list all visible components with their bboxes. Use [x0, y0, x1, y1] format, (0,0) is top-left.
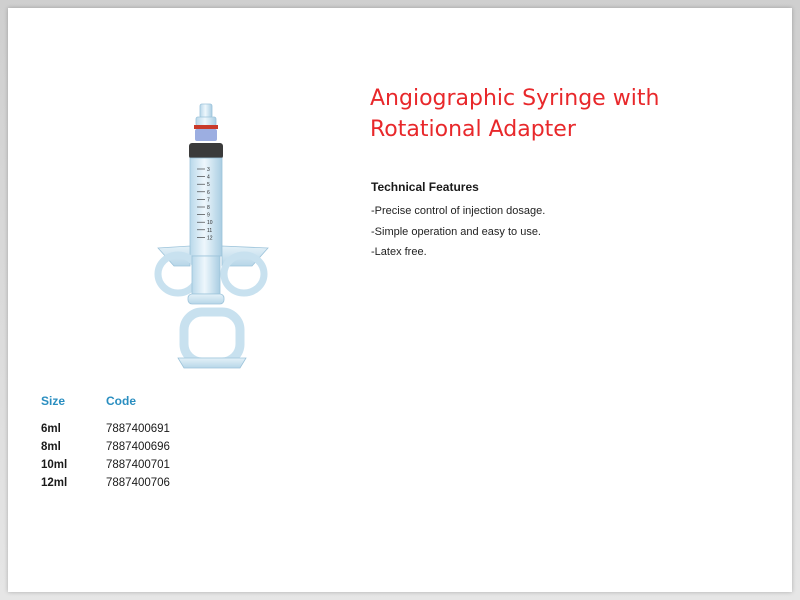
size-cell: 8ml [41, 441, 61, 453]
scale-label: 4 [207, 174, 210, 181]
scale-label: 6 [207, 189, 210, 196]
scale-label: 12 [207, 235, 213, 242]
table-row [41, 438, 170, 456]
code-cell: 7887400691 [106, 423, 170, 435]
table-row [41, 474, 170, 492]
size-column-header: Size [41, 394, 66, 408]
feature-item: -Latex free. [371, 246, 427, 258]
code-cell: 7887400696 [106, 441, 170, 453]
scale-label: 8 [207, 205, 210, 211]
code-cell: 7887400701 [106, 459, 170, 471]
code-column-header: Code [106, 394, 136, 408]
scale-label: 11 [207, 227, 213, 234]
feature-item: -Simple operation and easy to use. [371, 225, 541, 238]
scale-label: 3 [207, 167, 210, 173]
syringe-image [148, 96, 278, 376]
product-title-line-2: Rotational Adapter [370, 117, 576, 142]
features-heading: Technical Features [371, 180, 479, 194]
table-header-row [41, 394, 170, 420]
scale-label: 5 [207, 182, 210, 189]
feature-item: -Precise control of injection dosage. [371, 205, 546, 217]
size-cell: 12ml [41, 477, 68, 489]
table-row [41, 420, 170, 438]
size-cell: 10ml [41, 459, 68, 471]
size-code-table [41, 394, 170, 492]
scale-label: 9 [207, 212, 210, 219]
catalog-page [8, 8, 792, 592]
scale-label: 10 [207, 220, 213, 227]
scale-label: 7 [207, 197, 210, 204]
feature-list [371, 201, 545, 263]
table-row [41, 456, 170, 474]
product-title [370, 83, 790, 145]
size-cell: 6ml [41, 423, 61, 435]
code-cell: 7887400706 [106, 477, 170, 489]
product-title-line-1: Angiographic Syringe with [370, 86, 660, 111]
